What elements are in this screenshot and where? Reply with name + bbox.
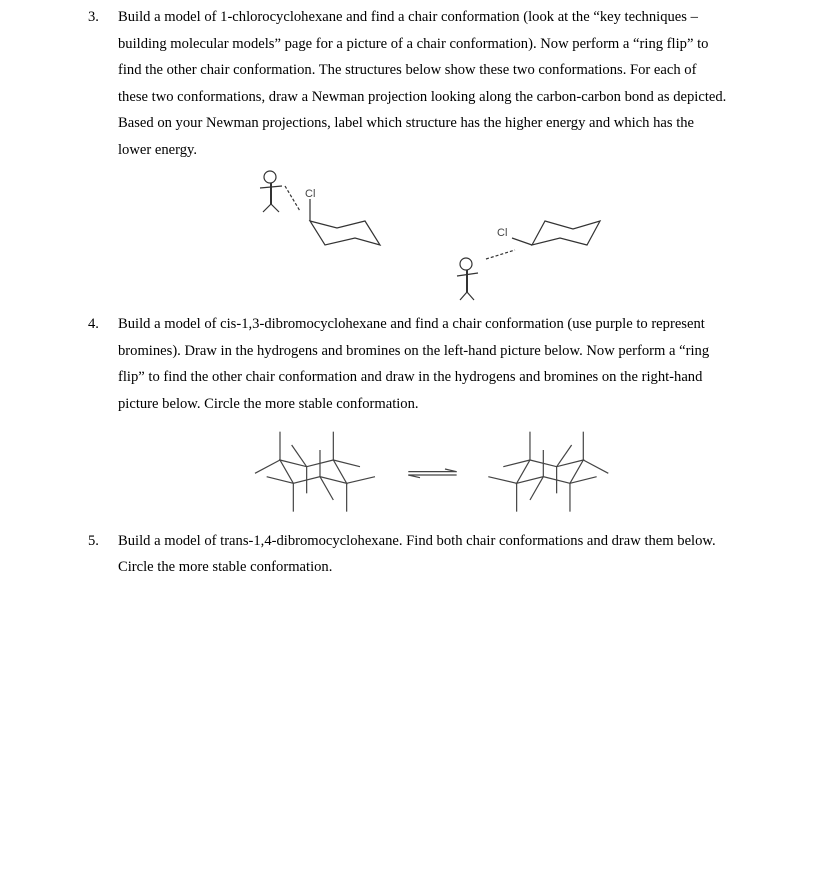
equilibrium-arrows-icon xyxy=(408,469,456,478)
question-text-line: bromines). Draw in the hydrogens and bromines on the left-hand picture below. Now perform a “ring xyxy=(118,343,710,359)
question-text-line: find the other chair conformation. The structures below show these two conformations. For each of xyxy=(118,62,697,78)
question-text-line: flip” to find the other chair conformation and draw in the hydrogens and bromines on the right-hand xyxy=(118,369,703,385)
question-text-line: building molecular models” page for a picture of a chair conformation). Now perform a “ring flip” to xyxy=(118,36,709,52)
chlorocyclohexane-right-figure xyxy=(457,221,600,300)
question-text-line: Build a model of 1-chlorocyclohexane and find a chair conformation (look at the “key techniques – xyxy=(118,9,698,25)
question-text-line: Build a model of trans-1,4-dibromocyclohexane. Find both chair conformations and draw them below. xyxy=(118,533,716,549)
question-text-line: Build a model of cis-1,3-dibromocyclohexane and find a chair conformation (use purple to represent xyxy=(118,316,705,332)
chlorocyclohexane-left-figure xyxy=(260,171,380,245)
question-number: 5. xyxy=(88,533,99,549)
question-text-line: these two conformations, draw a Newman projection looking along the carbon-carbon bond as depicted. xyxy=(118,89,727,105)
question-text-line: Based on your Newman projections, label which structure has the higher energy and which has the xyxy=(118,115,695,131)
question-text-line: lower energy. xyxy=(118,142,198,158)
viewer-figure-icon xyxy=(457,258,478,300)
viewer-figure-icon xyxy=(260,171,282,212)
chair-conformation-left xyxy=(255,432,375,512)
chlorine-label: Cl xyxy=(497,227,508,239)
question-text-line: Circle the more stable conformation. xyxy=(118,559,333,575)
question-number: 3. xyxy=(88,9,99,25)
question-text-line: picture below. Circle the more stable conformation. xyxy=(118,396,419,412)
chlorine-label: Cl xyxy=(305,188,316,200)
chair-conformation-right xyxy=(488,432,608,512)
question-number: 4. xyxy=(88,316,99,332)
